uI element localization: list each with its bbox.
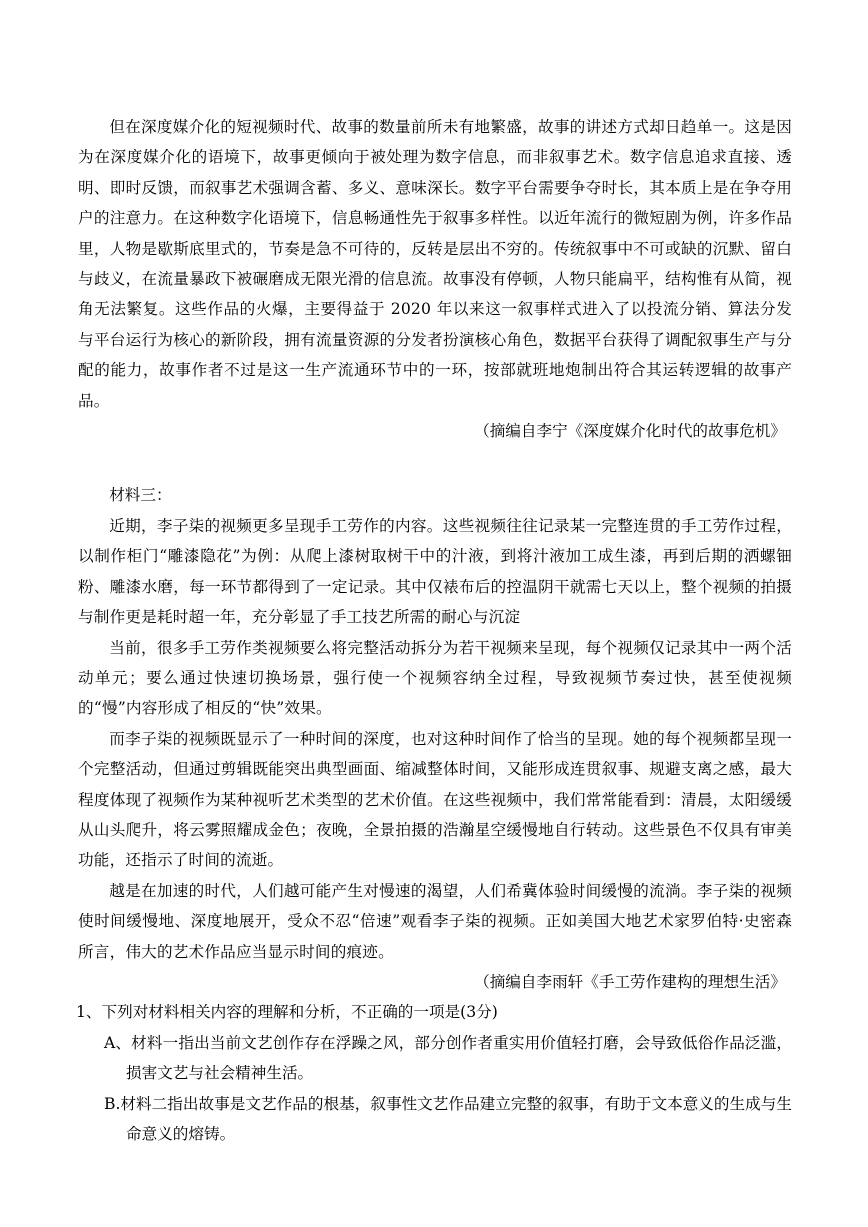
- material3-paragraph-1: 近期，李子柒的视频更多呈现手工劳作的内容。这些视频往往记录某一完整连贯的手工劳作过程，以制作柜门“雕漆隐花”为例：从爬上漆树取树干中的汁液，到将汁液加工成生漆，再到后期的洒螺钿粉、雕漆水磨，每一环节都得到了一定记录。其中仅裱布后的控温阴干就需七天以上，整个视频的拍摄与制作更是耗时超一年，充分彰显了手工技艺所需的耐心与沉淀: [78, 516, 792, 627]
- document-page: [78, 112, 792, 1149]
- question-1-option-b: B.材料二指出故事是文艺作品的根基，叙事性文艺作品建立完整的叙事，有助于文本意义的生成与生命意义的熔铸。: [104, 1094, 792, 1143]
- material3-paragraph-3: 而李子柒的视频既显示了一种时间的深度，也对这种时间作了恰当的呈现。她的每个视频都呈现一个完整活动，但通过剪辑既能突出典型画面、缩减整体时间，又能形成连贯叙事、规避支离之感，最大程度体现了视频作为某种视听艺术类型的艺术价值。在这些视频中，我们常常能看到：清晨，太阳缓缓从山头爬升，将云雾照耀成金色；夜晚，全景拍摄的浩瀚星空缓慢地自行转动。这些景色不仅具有审美功能，还指示了时间的流逝。: [78, 729, 792, 870]
- material2-paragraph: 但在深度媒介化的短视频时代、故事的数量前所未有地繁盛，故事的讲述方式却日趋单一。这是因为在深度媒介化的语境下，故事更倾向于被处理为数字信息，而非叙事艺术。数字信息追求直接、透明、即时反馈，而叙事艺术强调含蓄、多义、意味深长。数字平台需要争夺时长，其本质上是在争夺用户的注意力。在这种数字化语境下，信息畅通性先于叙事多样性。以近年流行的微短剧为例，许多作品里，人物是歇斯底里式的，节奏是急不可待的，反转是层出不穷的。传统叙事中不可或缺的沉默、留白与歧义，在流量暴政下被碾磨成无限光滑的信息流。故事没有停顿，人物只能扁平，结构惟有从简，视角无法繁复。这些作品的火爆，主要得益于 2020 年以来这一叙事样式进入了以投流分销、算法分发与平台运行为核心的新阶段，拥有流量资源的分发者扮演核心角色，数据平台获得了调配叙事生产与分配的能力，故事作者不过是这一生产流通环节中的一环，按部就班地炮制出符合其运转逻辑的故事产品。: [78, 118, 792, 410]
- material3-paragraph-2: 当前，很多手工劳作类视频要么将完整活动拆分为若干视频来呈现，每个视频仅记录其中一两个活动单元；要么通过快速切换场景，强行使一个视频容纳全过程，导致视频节奏过快，甚至使视频的“慢”内容形成了相反的“快”效果。: [78, 638, 792, 718]
- material3-paragraph-4: 越是在加速的时代，人们越可能产生对慢速的渴望，人们希冀体验时间缓慢的流淌。李子柒的视频使时间缓慢地、深度地展开，受众不忍“倍速”观看李子柒的视频。正如美国大地艺术家罗伯特·史密森所言，伟大的艺术作品应当显示时间的痕迹。: [78, 881, 792, 961]
- section-spacer: [78, 446, 792, 480]
- material3-source: （摘编自李雨轩《手工劳作建构的理想生活》: [474, 972, 786, 991]
- question-1-option-a: A、材料一指出当前文艺创作存在浮躁之风，部分创作者重实用价值轻打磨，会导致低俗作品泛滥，损害文艺与社会精神生活。: [104, 1033, 792, 1083]
- question-1-stem: 1、下列对材料相关内容的理解和分析，不正确的一项是(3分): [76, 1003, 498, 1022]
- material3-heading: 材料三：: [109, 486, 172, 505]
- material2-source: （摘编自李宁《深度媒介化时代的故事危机》: [474, 422, 786, 441]
